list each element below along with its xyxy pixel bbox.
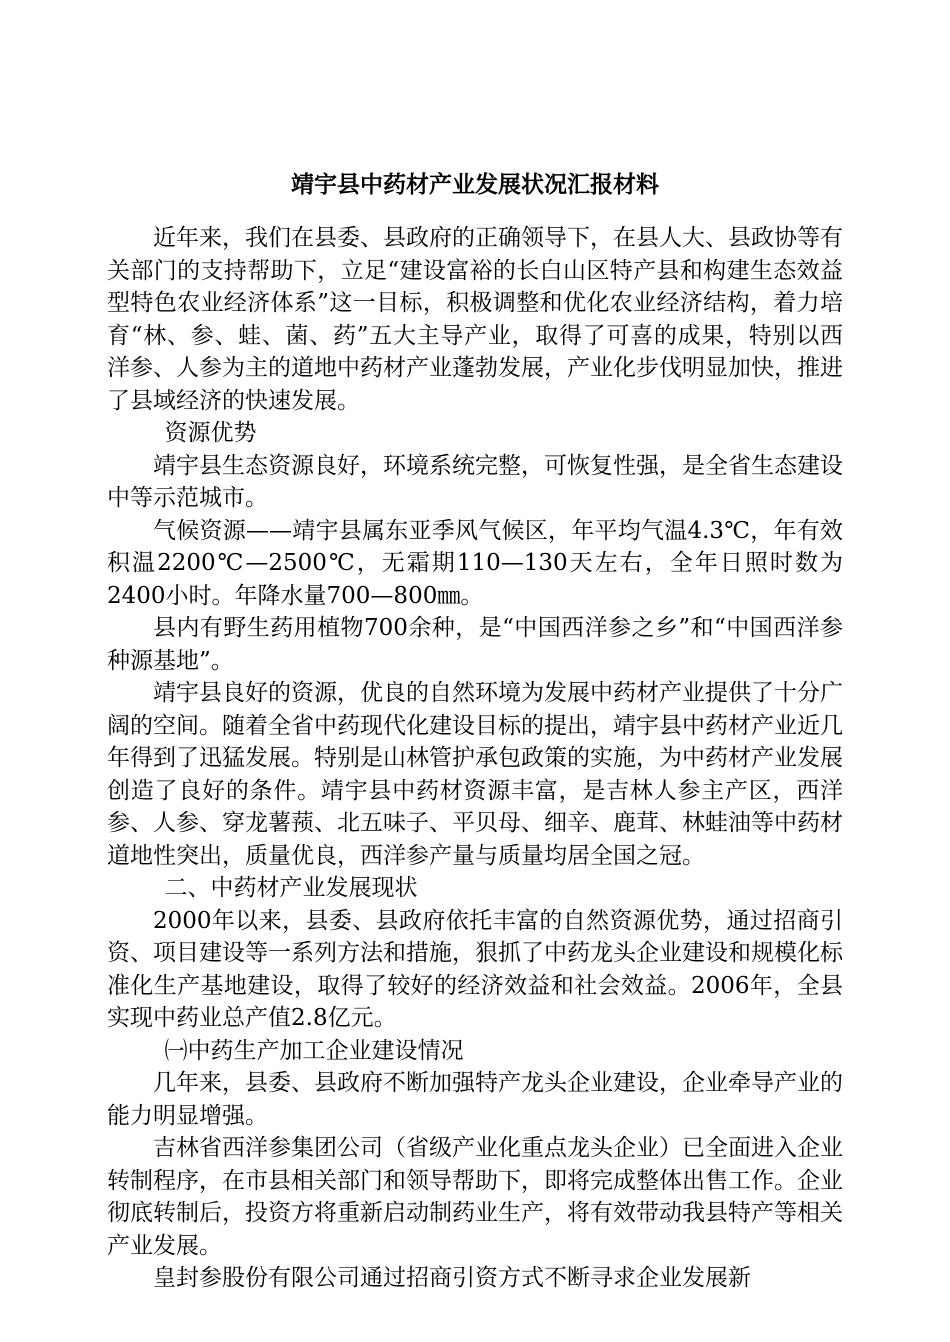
paragraph-intro: 近年来，我们在县委、县政府的正确领导下，在县人大、县政协等有关部门的支持帮助下，立足“建设富裕的长白山区特产县和构建生态效益型特色农业经济体系”这一目标，积极调整和优化农业经济结构，着力培育“林、参、蛙、菌、药”五大主导产业，取得了可喜的成果，特别以西洋参、人参为主的道地中药材产业蓬勃发展，产业化步伐明显加快，推进了县域经济的快速发展。 — [107, 225, 843, 414]
paragraph-wild-plants: 县内有野生药用植物700余种，是“中国西洋参之乡”和“中国西洋参种源基地”。 — [107, 615, 843, 674]
subsection-heading-enterprises: ㈠中药生产加工企业建设情况 — [164, 1037, 464, 1064]
paragraph-enterprises-intro: 几年来，县委、县政府不断加强特产龙头企业建设，企业牵导产业的能力明显增强。 — [107, 1070, 843, 1129]
paragraph-status-summary: 2000年以来，县委、县政府依托丰富的自然资源优势，通过招商引资、项目建设等一系列方法和措施，狠抓了中药龙头企业建设和规模化标准化生产基地建设，取得了较好的经济效益和社会效益。2006年，全县实现中药业总产值2.8亿元。 — [107, 907, 843, 1031]
paragraph-ginseng-group: 吉林省西洋参集团公司（省级产业化重点龙头企业）已全面进入企业转制程序，在市县相关部门和领导帮助下，即将完成整体出售工作。企业彻底转制后，投资方将重新启动制药业生产，将有效带动我县特产等相关产业发展。 — [107, 1135, 843, 1259]
document-title: 靖宇县中药材产业发展状况汇报材料 — [291, 171, 659, 198]
paragraph-huangfeng: 皇封参股份有限公司通过招商引资方式不断寻求企业发展新 — [153, 1265, 751, 1291]
paragraph-resource-detail: 靖宇县良好的资源，优良的自然环境为发展中药材产业提供了十分广阔的空间。随着全省中药现代化建设目标的提出，靖宇县中药材产业近几年得到了迅猛发展。特别是山林管护承包政策的实施，为中药材产业发展创造了良好的条件。靖宇县中药材资源丰富，是吉林人参主产区，西洋参、人参、穿龙薯蓣、北五味子、平贝母、细辛、鹿茸、林蛙油等中药材道地性突出，质量优良，西洋参产量与质量均居全国之冠。 — [107, 680, 843, 869]
paragraph-climate: 气候资源——靖宇县属东亚季风气候区，年平均气温4.3℃，年有效积温2200℃—2500℃，无霜期110—130天左右，全年日照时数为2400小时。年降水量700—800㎜。 — [107, 517, 843, 609]
section-heading-resources: 资源优势 — [164, 420, 257, 446]
section-heading-status: 二、中药材产业发展现状 — [164, 875, 418, 901]
paragraph-ecology: 靖宇县生态资源良好，环境系统完整，可恢复性强，是全省生态建设中等示范城市。 — [107, 452, 843, 511]
document-body — [107, 222, 843, 1295]
